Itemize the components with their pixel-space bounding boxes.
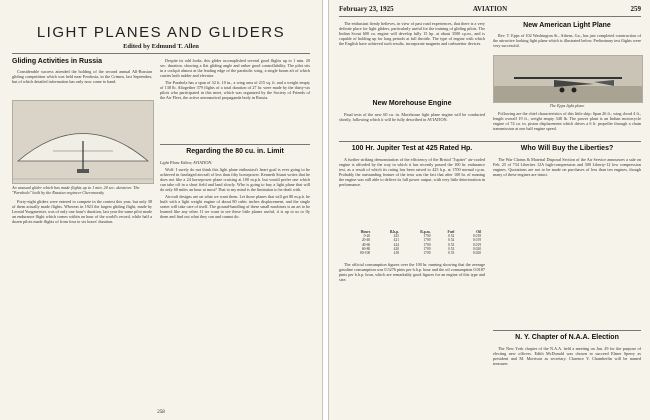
russia-body-paragraph-3: The Parabola has a span of 32 ft. 10 in., a wing area of 215 sq. ft. and a weight empty of 138 lb. Altogether 379 flights of a total duration of 27 hr. were made by the thirty-six pilots who participated in this meet, which was organized by the Society of Friends of the Air Fleet, the active aeronautical propaganda body in Russia.	[160, 79, 310, 101]
page-title: LIGHT PLANES AND GLIDERS	[36, 24, 286, 41]
limit-body	[160, 160, 310, 406]
table-cell: 420	[393, 246, 400, 251]
russia-body-paragraph-2: Despite its odd looks, this glider accomplished several good flights up to 1 min. 20 sec. duration, showing a flat gliding angle and rather good controllability. The pilot sits in a cockpit almost at the leading edge of the parabolic wing, a single boom aft of which carries both rudder and elevator.	[160, 58, 310, 79]
table-cell: Oil	[476, 230, 481, 234]
table-cell: 1700	[423, 234, 431, 239]
table-cell: 80-100	[360, 251, 371, 256]
jupiter-table	[341, 230, 483, 255]
enthusiast-paragraph: The enthusiast firmly believes, in view of past road experiences, that there is a very definite place for light gliders, particularly useful for the training of gliding pilots. The Indian Scout 600 cu. engine will develop fully 15 hp. at about 3500 r.p.m., and is capable of holding up for long periods at full throttle. The type of engine with which the English have achieved such results, incorporate magneto and carburettor devices.	[339, 21, 485, 47]
light-plane-body	[493, 111, 641, 141]
table-cell: Fuel	[447, 230, 455, 234]
jupiter-body-2	[339, 262, 485, 407]
limit-heading: Regarding the 80 cu. in. Limit	[186, 148, 284, 155]
liberties-body	[493, 157, 641, 307]
header-date: February 23, 1925	[339, 5, 394, 13]
russia-body-col1	[12, 199, 152, 407]
table-cell: 0.53	[448, 242, 455, 247]
table-cell: 20-40	[361, 238, 371, 243]
nyc-rule	[493, 330, 641, 331]
table-cell: 1700	[423, 251, 431, 256]
epps-plane-figure	[493, 55, 643, 103]
table-cell: 1700	[423, 242, 431, 247]
header-rule	[339, 16, 641, 17]
russia-body-col2	[160, 58, 310, 140]
table-cell: 0.52	[448, 234, 455, 239]
table-cell: 0.52	[448, 238, 455, 243]
header-journal: AVIATION	[472, 5, 508, 13]
mid-rule	[339, 141, 641, 142]
table-cell: R.p.m.	[420, 230, 431, 234]
jupiter-heading: 100 Hr. Jupiter Test at 425 Rated Hp.	[351, 145, 473, 152]
table-cell: 0.52	[448, 246, 455, 251]
table-row	[341, 251, 483, 255]
light-plane-heading: New American Light Plane	[523, 22, 611, 29]
jupiter-paragraph-2: The official consumption figures over the 100 hr. running showing that the average gasoline consumption was 0.5276 pints per b.h.p. hour and the oil consumption 0.0187 pints per b.h.p. hour, which are remarkably good figures for an engine of this type and size.	[339, 262, 485, 283]
table-cell: 421	[393, 238, 400, 243]
morehouse-heading: New Morehouse Engine	[372, 100, 452, 107]
russia-intro-text: Considerable success attended the holding of the second annual All-Russian gliding competition which was held near Feodosia, in the Crimea, last September, but of which detailed information has only now come to hand.	[12, 69, 152, 85]
section-rule	[160, 144, 310, 145]
table-cell: B.h.p.	[389, 230, 400, 234]
limit-paragraph-2: Aircraft designs are on what we want them. Let those planes that will get 80 m.p.h. be built with a light weight engine of about 80 cubic inches displacement, and the single seater will take care of itself. The ground-handling of these small machines is an art to be learned like any other. If we want to see these little planes useful, it is up to us to fly them and find out what they can and cannot do.	[160, 193, 310, 219]
running-header	[339, 5, 641, 15]
light-plane-intro	[493, 33, 641, 53]
table-cell: 1700	[423, 246, 431, 251]
table-cell: 0.53	[448, 251, 455, 256]
light-plane-intro-text: Rev. T. Epps of 102 Washington St., Athens, Ga., has just completed construction of the attractive looking light plane which is illustrated below. Preliminary test flights were very successful.	[493, 33, 641, 49]
nyc-heading: N. Y. Chapter of N.A.A. Election	[515, 334, 619, 341]
jupiter-paragraph-1: A further striking demonstration of the efficiency of the Bristol "Jupiter" air-cooled engine is afforded by the way in which it has recently passed the 100 hr. endurance test, as a result of which its rating has been raised to 425 h.p. at 1700 normal r.p.m. Probably the outstanding feature of the tests was the fact that after 100 hr. of running the engine was still able to deliver its full power output, with very little deterioration in performance.	[339, 157, 485, 188]
title-rule	[12, 53, 310, 54]
jupiter-body	[339, 157, 485, 227]
epps-plane-photo	[494, 56, 642, 102]
table-cell: 424	[393, 242, 400, 247]
liberties-heading: Who Will Buy the Liberties?	[520, 145, 614, 152]
editor-credit: Edited by Edmund T. Allen	[123, 43, 199, 50]
table-cell: Hours	[360, 230, 371, 234]
left-page	[0, 0, 323, 420]
limit-salutation: Light Plane Editor, AVIATION:	[160, 160, 213, 165]
table-cell: 0.020	[472, 246, 481, 251]
table-cell: 418	[393, 251, 400, 256]
epps-caption: The Epps light plane	[549, 103, 585, 108]
table-cell: 0.019	[472, 242, 481, 247]
liberties-paragraph: The War Claims & Material Disposal Section of the Air Service announces a sale on Feb. 25 of 734 Liberties 12A high-compression and 300 Liberty-12 low compression engines. Quotations are not to be made on purchases of less than ten engines, though many of these engines are intact.	[493, 157, 641, 178]
left-page-number: 258	[157, 410, 165, 415]
glider-figure	[12, 100, 154, 184]
enthusiast-text	[339, 21, 485, 95]
russia-body-paragraph: Forty-eight gliders were entered to compete in the contest this year, but only 38 of them actually made flights. Whereas in 1923 the largest gliding flight, made by Leonid Yungmeister, was of only one hour's duration, last year the same pilot made an endurance flight which comes within an hour of the world's record, while half a dozen pilots made flights of from four to six hours' duration.	[12, 199, 152, 225]
russia-intro	[12, 69, 152, 96]
glider-caption: An unusual glider which has made flights up to 1 min. 20 sec. duration: The "Parabola" built by the Russian engineer Cheranovsky	[12, 185, 140, 195]
table-cell: 40-60	[361, 242, 371, 247]
limit-paragraph-1: Wolf: I surely do not think this light plane enthusiast's heart goal is ever going to be achieved in fuselaged aircraft of less than fifty horsepower. Kenneth Stuart writes that he does not like a 24 horsepower plane cruising at 100 m.p.h. but would prefer one which can take off in a short field and land slowly. Who is going to buy a light plane that will do only 60 miles an hour at most? That to my mind is the limitation to be dealt with.	[160, 166, 310, 192]
russia-heading: Gliding Activities in Russia	[12, 58, 102, 65]
parabola-glider-illustration	[13, 101, 153, 183]
table-cell: 0.018	[472, 234, 481, 239]
table-cell: 60-80	[361, 246, 371, 251]
right-page	[328, 0, 650, 420]
morehouse-body	[339, 112, 485, 138]
header-page-number: 259	[630, 5, 641, 13]
nyc-paragraph: The New York chapter of the N.A.A. held a meeting on Jan. 29 for the purpose of electing new officers. Edith McDonald was chosen to succeed Elmer Sperry as president and M. Morrison as secretary. Clarence Y. Chamberlin will be named treasurer.	[493, 346, 641, 367]
table-cell: 0.020	[472, 251, 481, 256]
light-plane-body-text: Following are the chief characteristics of this little ship: Span 26 ft., wing chord 4 ft., length overall 19 ft., weight empty 348 lb. The power plant is an Indian motorcycle engine of 74 cu. in. piston displacement which drives a 6 ft. propeller through a chain transmission at one half engine speed.	[493, 111, 641, 132]
nyc-body	[493, 346, 641, 406]
morehouse-paragraph: Final tests of the new 60 cu. in. Morehouse light plane engine will be conducted shortly, following which it will be fully described in AVIATION.	[339, 112, 485, 123]
table-cell: 425	[393, 234, 400, 239]
table-cell: 0.019	[472, 238, 481, 243]
table-cell: 0-20	[363, 234, 371, 239]
table-cell: 1700	[423, 238, 431, 243]
